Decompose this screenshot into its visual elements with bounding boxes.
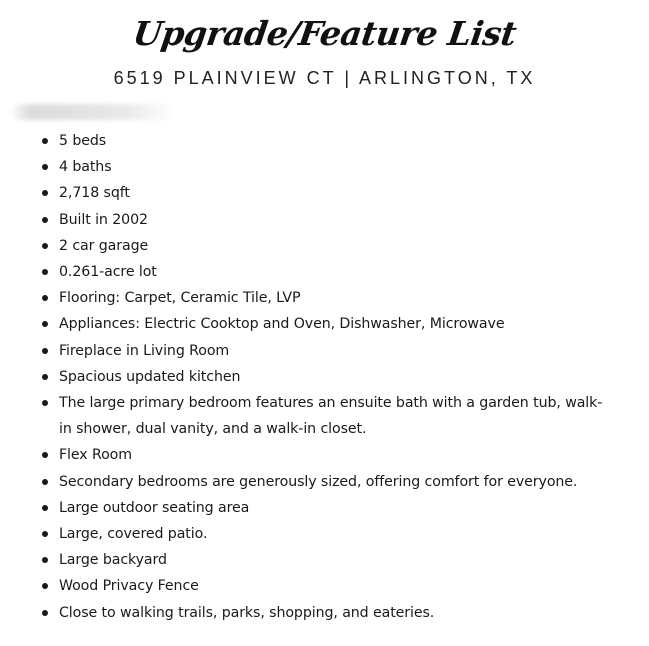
smudge-mark <box>10 104 175 120</box>
feature-text: Built in 2002 <box>59 211 148 228</box>
bullet-icon <box>42 557 48 563</box>
feature-item <box>37 521 607 547</box>
feature-text: 4 baths <box>59 159 112 176</box>
feature-text: Appliances: Electric Cooktop and Oven, Dishwasher, Microwave <box>59 316 505 333</box>
feature-item <box>37 233 607 259</box>
feature-item <box>37 573 607 599</box>
feature-list <box>37 128 607 626</box>
feature-text: 2 car garage <box>59 237 149 254</box>
feature-text: 0.261-acre lot <box>59 264 157 281</box>
feature-item <box>37 285 607 311</box>
bullet-icon <box>42 374 48 380</box>
bullet-icon <box>42 190 48 196</box>
feature-text: Large backyard <box>59 552 167 569</box>
bullet-icon <box>42 295 48 301</box>
bullet-icon <box>42 321 48 327</box>
feature-item <box>37 600 607 626</box>
feature-item <box>37 364 607 390</box>
feature-item <box>37 180 607 206</box>
feature-text: Flooring: Carpet, Ceramic Tile, LVP <box>59 290 301 307</box>
feature-text: Close to walking trails, parks, shopping, and eateries. <box>59 604 435 621</box>
feature-item <box>37 547 607 573</box>
feature-item <box>37 259 607 285</box>
bullet-icon <box>42 269 48 275</box>
property-address: 6519 PLAINVIEW CT | ARLINGTON, TX <box>113 68 536 88</box>
bullet-icon <box>42 479 48 485</box>
feature-text: 2,718 sqft <box>59 185 130 202</box>
feature-text: Secondary bedrooms are generously sized, offering comfort for everyone. <box>59 473 578 490</box>
feature-text: Large, covered patio. <box>59 526 208 543</box>
feature-item <box>37 442 607 468</box>
feature-text: Wood Privacy Fence <box>59 578 199 595</box>
feature-text: Fireplace in Living Room <box>59 342 230 359</box>
bullet-icon <box>42 531 48 537</box>
feature-item <box>37 154 607 180</box>
feature-text: Large outdoor seating area <box>59 499 250 516</box>
feature-item <box>37 469 607 495</box>
feature-item <box>37 311 607 337</box>
bullet-icon <box>42 217 48 223</box>
feature-item <box>37 207 607 233</box>
feature-item <box>37 495 607 521</box>
bullet-icon <box>42 505 48 511</box>
page-title: Upgrade/Feature List <box>130 14 519 53</box>
feature-item <box>37 390 607 442</box>
bullet-icon <box>42 583 48 589</box>
bullet-icon <box>42 610 48 616</box>
feature-item <box>37 338 607 364</box>
bullet-icon <box>42 400 48 406</box>
bullet-icon <box>42 452 48 458</box>
feature-text: The large primary bedroom features an ensuite bath with a garden tub, walk-in shower, dual vanity, and a walk-in closet. <box>59 395 603 438</box>
bullet-icon <box>42 164 48 170</box>
feature-text: Spacious updated kitchen <box>59 368 241 385</box>
bullet-icon <box>42 348 48 354</box>
feature-text: Flex Room <box>59 447 132 464</box>
feature-item <box>37 128 607 154</box>
feature-text: 5 beds <box>59 133 107 149</box>
bullet-icon <box>42 243 48 249</box>
bullet-icon <box>42 138 48 144</box>
